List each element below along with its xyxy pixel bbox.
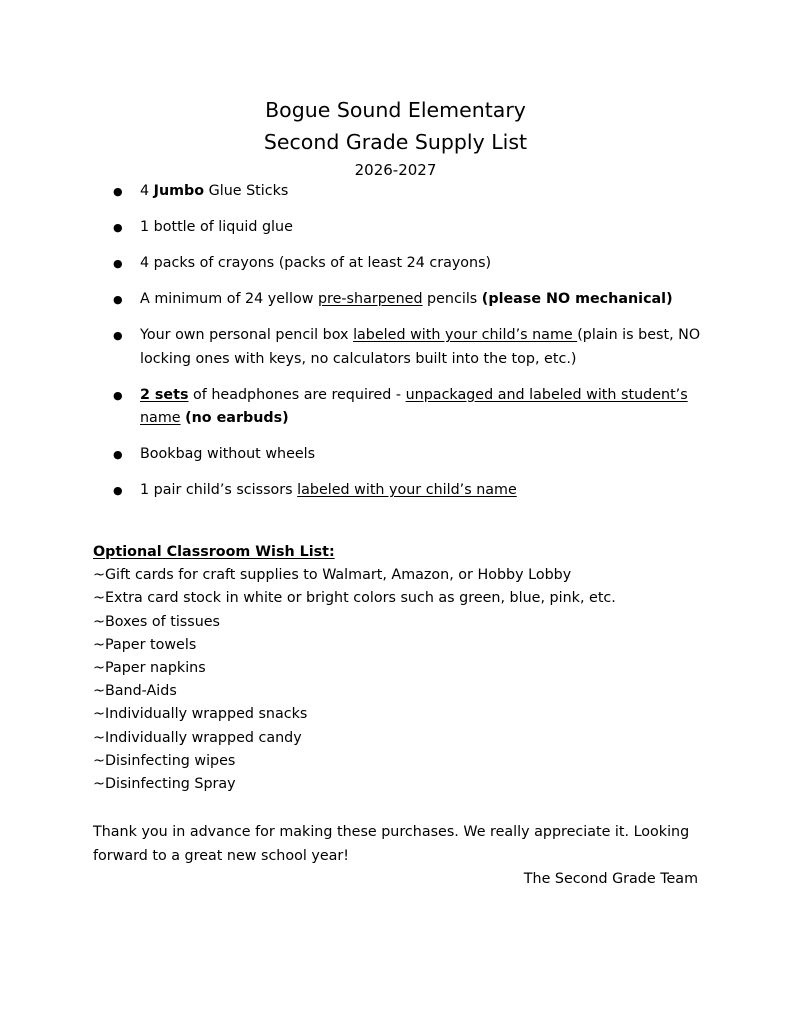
supply-text: 4 <box>140 183 154 199</box>
bullet-icon: ● <box>113 484 123 497</box>
supply-text: pencils <box>422 291 482 307</box>
wish-list-item: ~Disinfecting Spray <box>93 776 236 793</box>
wish-list <box>93 541 733 796</box>
emphasis-text: 2 sets <box>140 386 189 403</box>
bullet-icon: ● <box>113 293 123 306</box>
supply-text: Glue Sticks <box>204 183 289 199</box>
supply-text: Bookbag without wheels <box>140 446 316 462</box>
underlined-text: labeled with your child’s name <box>353 327 578 343</box>
wish-list-item: ~Individually wrapped snacks <box>93 706 308 723</box>
supply-item-headphones <box>113 384 713 431</box>
wish-list-heading: Optional Classroom Wish List: <box>93 544 335 560</box>
bullet-icon: ● <box>113 257 123 270</box>
supply-text: 1 bottle of liquid glue <box>140 219 293 235</box>
wish-list-item: ~Boxes of tissues <box>93 613 221 630</box>
wish-list-item: ~Band-Aids <box>93 683 177 700</box>
supply-item-pencils <box>113 288 713 312</box>
bullet-icon: ● <box>113 448 123 461</box>
emphasis-text: (no earbuds) <box>185 410 289 426</box>
bullet-icon: ● <box>113 388 123 402</box>
supply-text: A minimum of 24 yellow <box>140 291 318 307</box>
supply-list <box>113 180 713 515</box>
supply-text: Your own personal pencil box <box>140 327 354 343</box>
bullet-icon: ● <box>113 221 123 234</box>
underlined-text: unpackaged and labeled with student’s name <box>140 386 688 426</box>
supply-text: of headphones are required - <box>188 386 406 403</box>
supply-item-glue-sticks <box>113 180 713 204</box>
school-name: Bogue Sound Elementary <box>265 98 526 122</box>
emphasis-text: (please NO mechanical) <box>481 291 673 307</box>
thank-you-paragraph: Thank you in advance for making these purchases. We really appreciate it. Looking forward to a great new school year! <box>93 824 690 864</box>
school-year: 2026-2027 <box>354 161 437 179</box>
document-header <box>0 94 791 182</box>
wish-list-item: ~Paper towels <box>93 636 197 653</box>
bullet-icon: ● <box>113 329 123 342</box>
wish-list-item: ~Paper napkins <box>93 660 206 677</box>
page-title: Second Grade Supply List <box>263 130 528 154</box>
supply-item-liquid-glue <box>113 216 713 240</box>
supply-text: 4 packs of crayons (packs of at least 24 crayons) <box>140 255 492 271</box>
supply-text: 1 pair child’s scissors <box>140 482 298 498</box>
underlined-text: pre-sharpened <box>317 291 423 307</box>
wish-list-item: ~Extra card stock in white or bright colors such as green, blue, pink, etc. <box>93 590 616 607</box>
wish-list-item: ~Individually wrapped candy <box>93 729 302 746</box>
emphasis-text: Jumbo <box>153 183 205 199</box>
wish-list-item: ~Disinfecting wipes <box>93 752 236 769</box>
supply-item-scissors <box>113 479 713 503</box>
bullet-icon: ● <box>113 185 123 198</box>
supply-text: (plain is best, NO locking ones with keys, no calculators built into the top, etc.) <box>140 327 701 367</box>
supply-item-bookbag <box>113 443 713 467</box>
supply-item-pencil-box <box>113 324 713 371</box>
supply-item-crayons <box>113 252 713 276</box>
underlined-text: labeled with your child’s name <box>297 482 517 498</box>
signature: The Second Grade Team <box>523 871 698 887</box>
wish-list-item: ~Gift cards for craft supplies to Walmart, Amazon, or Hobby Lobby <box>93 567 572 584</box>
